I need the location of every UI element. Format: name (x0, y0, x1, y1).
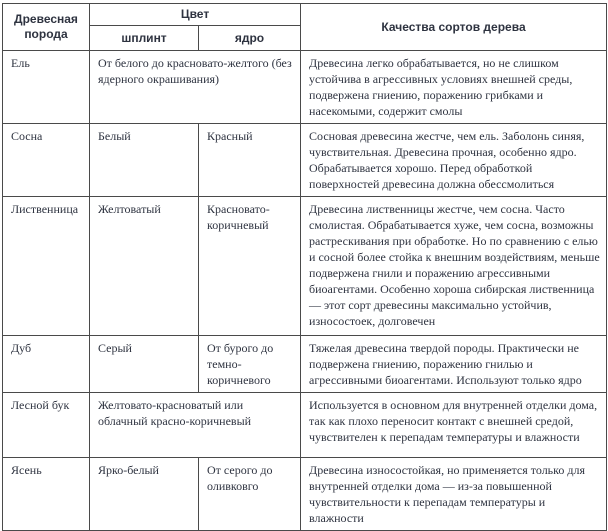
species-cell: Лиственница (3, 197, 90, 336)
core-cell: Красновато-коричневый (199, 197, 301, 336)
header-sapwood: шплинт (90, 26, 199, 51)
qualities-cell: Тяжелая древесина твердой породы. Практически не подвержена гниению, поражению гнилью и агрессивными биоагентами. Используют только ядро (301, 336, 607, 393)
table-row-sosna (3, 124, 607, 197)
sapwood-cell: Желтоватый (90, 197, 199, 336)
species-cell: Лесной бук (3, 393, 90, 458)
core-cell: Красный (199, 124, 301, 197)
core-cell: От бурого до темно-коричневого (199, 336, 301, 393)
core-cell: От серого до оливковго (199, 458, 301, 531)
qualities-cell: Древесина легко обрабатывается, но не слишком устойчива в агрессивных условиях внешней среды, подвержена гниению, поражению грибками и насекомыми, содержит смолы (301, 51, 607, 124)
qualities-cell: Используется в основном для внутренней отделки дома, так как плохо переносит контакт с внешней средой, чувствителен к перепадам температуры и влажности (301, 393, 607, 458)
species-cell: Сосна (3, 124, 90, 197)
table-row-buk (3, 393, 607, 458)
qualities-cell: Древесина лиственницы жестче, чем сосна. Часто смолистая. Обрабатывается хуже, чем сосна, возможны растрескивания при обработке. Но по сравнению с елью и сосной более стойка к внешним воздействиям, меньше подвержена гнили и поражению агрессивными биоагентами. Особенно хороша сибирская лиственница — этот сорт древесины максимально устойчив, износостоек, долговечен (301, 197, 607, 336)
sapwood-cell: Белый (90, 124, 199, 197)
wood-species-table (2, 3, 607, 531)
table-row-dub (3, 336, 607, 393)
header-color: Цвет (90, 4, 301, 26)
qualities-cell: Сосновая древесина жестче, чем ель. Заболонь синяя, чувствительная. Древесина прочная, особенно ядро. Обрабатывается хорошо. Перед обработкой поверхностей древесина должна обессмолиться (301, 124, 607, 197)
qualities-cell: Древесина износостойкая, но применяется только для внутренней отделки дома — из-за повышенной чувствительности к перепадам температуры и влажности (301, 458, 607, 531)
color-merged-cell: Желтовато-красноватый или облачный красно-коричневый (90, 393, 301, 458)
sapwood-cell: Серый (90, 336, 199, 393)
species-cell: Ель (3, 51, 90, 124)
species-cell: Дуб (3, 336, 90, 393)
table-row-listvennitsa (3, 197, 607, 336)
color-merged-cell: От белого до красновато-желтого (без ядерного окрашивания) (90, 51, 301, 124)
header-qualities: Качества сортов дерева (301, 4, 607, 51)
sapwood-cell: Ярко-белый (90, 458, 199, 531)
header-species: Древесная порода (3, 4, 90, 51)
header-core: ядро (199, 26, 301, 51)
species-cell: Ясень (3, 458, 90, 531)
header-row-1 (3, 4, 607, 26)
table-row-el (3, 51, 607, 124)
table-row-yasen (3, 458, 607, 531)
